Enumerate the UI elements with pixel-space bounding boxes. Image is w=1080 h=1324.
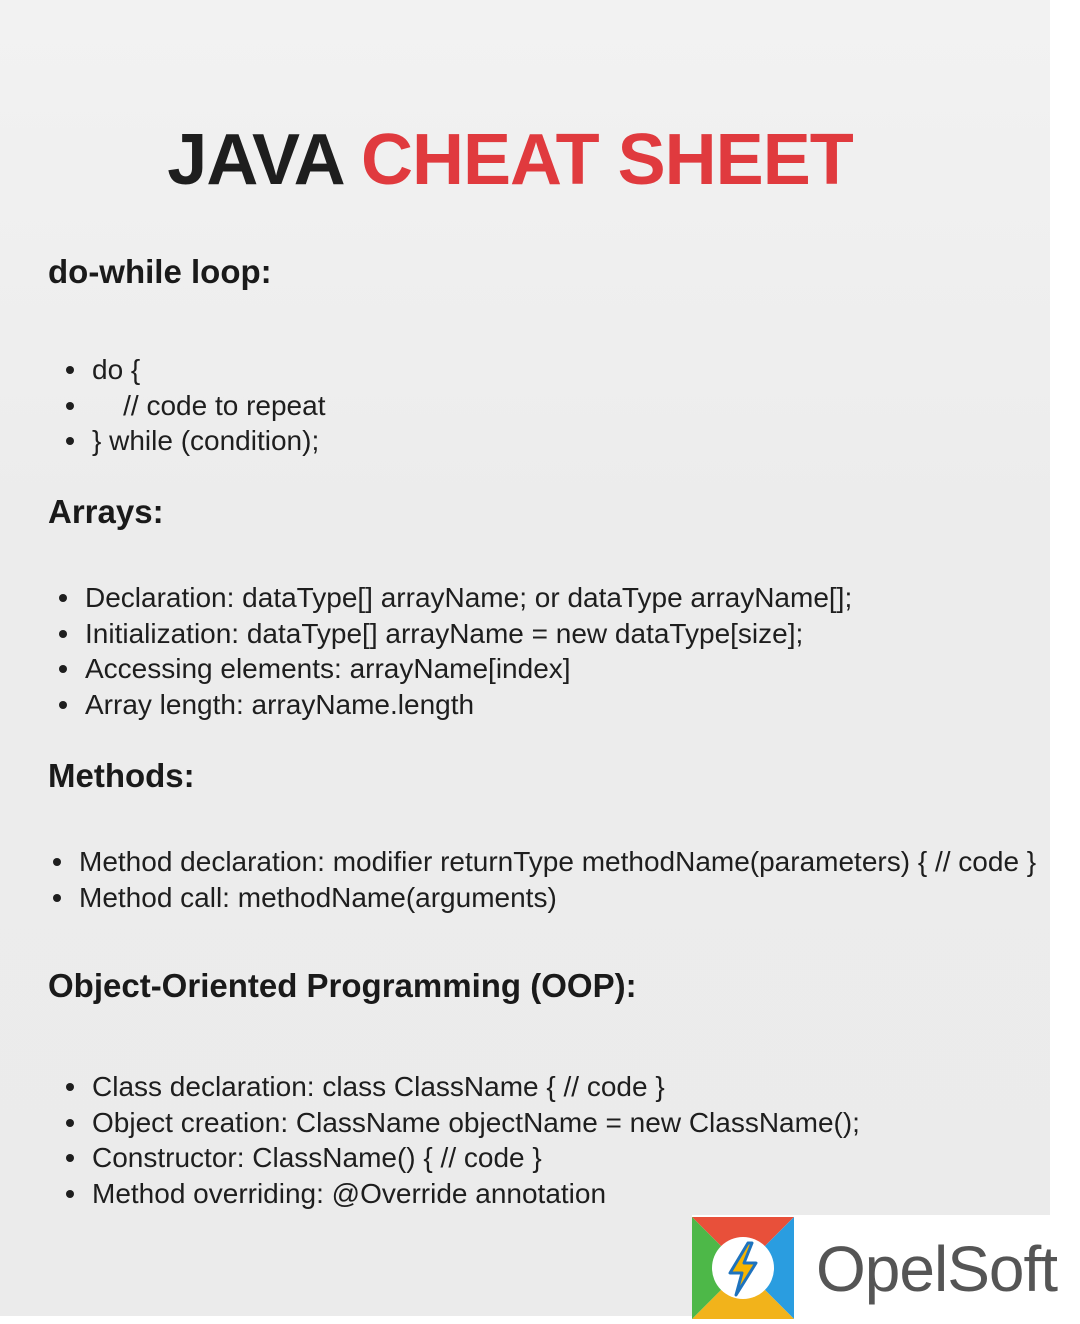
brand-name: OpelSoft [816, 1233, 1058, 1305]
section-oop [48, 966, 860, 1211]
bullet-dot [66, 1154, 74, 1162]
list-item [92, 1069, 860, 1105]
bullet-dot [66, 1083, 74, 1091]
bullet-dot [66, 1119, 74, 1127]
list-item [85, 651, 852, 687]
item-text: Class declaration: class ClassName { // code } [92, 1071, 665, 1102]
list-item [85, 687, 852, 723]
section-arrays [48, 492, 852, 722]
bullet-dot [59, 665, 67, 673]
list-item [92, 1140, 860, 1176]
right-margin-strip [1050, 0, 1080, 1215]
bullet-dot [66, 1190, 74, 1198]
item-text: Array length: arrayName.length [85, 688, 475, 720]
title-java: JAVA [167, 120, 342, 200]
bullet-dot [59, 630, 67, 638]
item-text: } while (condition); [92, 425, 320, 456]
item-text: Method declaration: modifier returnType methodName(parameters) { // code } [79, 846, 1037, 877]
brand-watermark [692, 1215, 1080, 1320]
page-title [0, 118, 1020, 202]
bullet-list [92, 352, 325, 459]
title-cheat-sheet: CHEAT SHEET [361, 120, 853, 200]
bullet-dot [66, 437, 74, 445]
lightning-bolt-icon [692, 1217, 794, 1319]
bullet-dot [53, 858, 61, 866]
bullet-dot [66, 402, 74, 410]
item-text: Initialization: dataType[] arrayName = new dataType[size]; [85, 617, 804, 649]
item-text: Constructor: ClassName() { // code } [92, 1142, 542, 1173]
bullet-dot [59, 594, 67, 602]
section-heading: Methods: [48, 757, 195, 794]
bullet-list [85, 580, 852, 722]
section-methods [48, 756, 1039, 915]
item-text: // code to repeat [92, 389, 326, 421]
list-item [79, 844, 1039, 880]
bullet-list [92, 1069, 860, 1211]
list-item [92, 423, 325, 459]
list-item [92, 352, 325, 388]
bullet-list [79, 844, 1039, 915]
list-item [92, 388, 325, 424]
item-text: Object creation: ClassName objectName = new ClassName(); [92, 1106, 860, 1138]
section-heading: do-while loop: [48, 253, 272, 290]
list-item [85, 580, 852, 616]
section-do-while [48, 252, 325, 459]
item-text: do { [92, 354, 141, 385]
list-item [79, 880, 1039, 916]
list-item [85, 616, 852, 652]
bullet-dot [59, 701, 67, 709]
item-text: Method overriding: @Override annotation [92, 1177, 607, 1209]
list-item [92, 1105, 860, 1141]
section-heading: Arrays: [48, 493, 164, 530]
item-text: Declaration: dataType[] arrayName; or dataType arrayName[]; [85, 582, 853, 613]
item-text: Method call: methodName(arguments) [79, 881, 557, 913]
list-item [92, 1176, 860, 1212]
section-heading: Object-Oriented Programming (OOP): [48, 967, 637, 1004]
bullet-dot [66, 366, 74, 374]
bullet-dot [53, 894, 61, 902]
item-text: Accessing elements: arrayName[index] [85, 653, 571, 684]
